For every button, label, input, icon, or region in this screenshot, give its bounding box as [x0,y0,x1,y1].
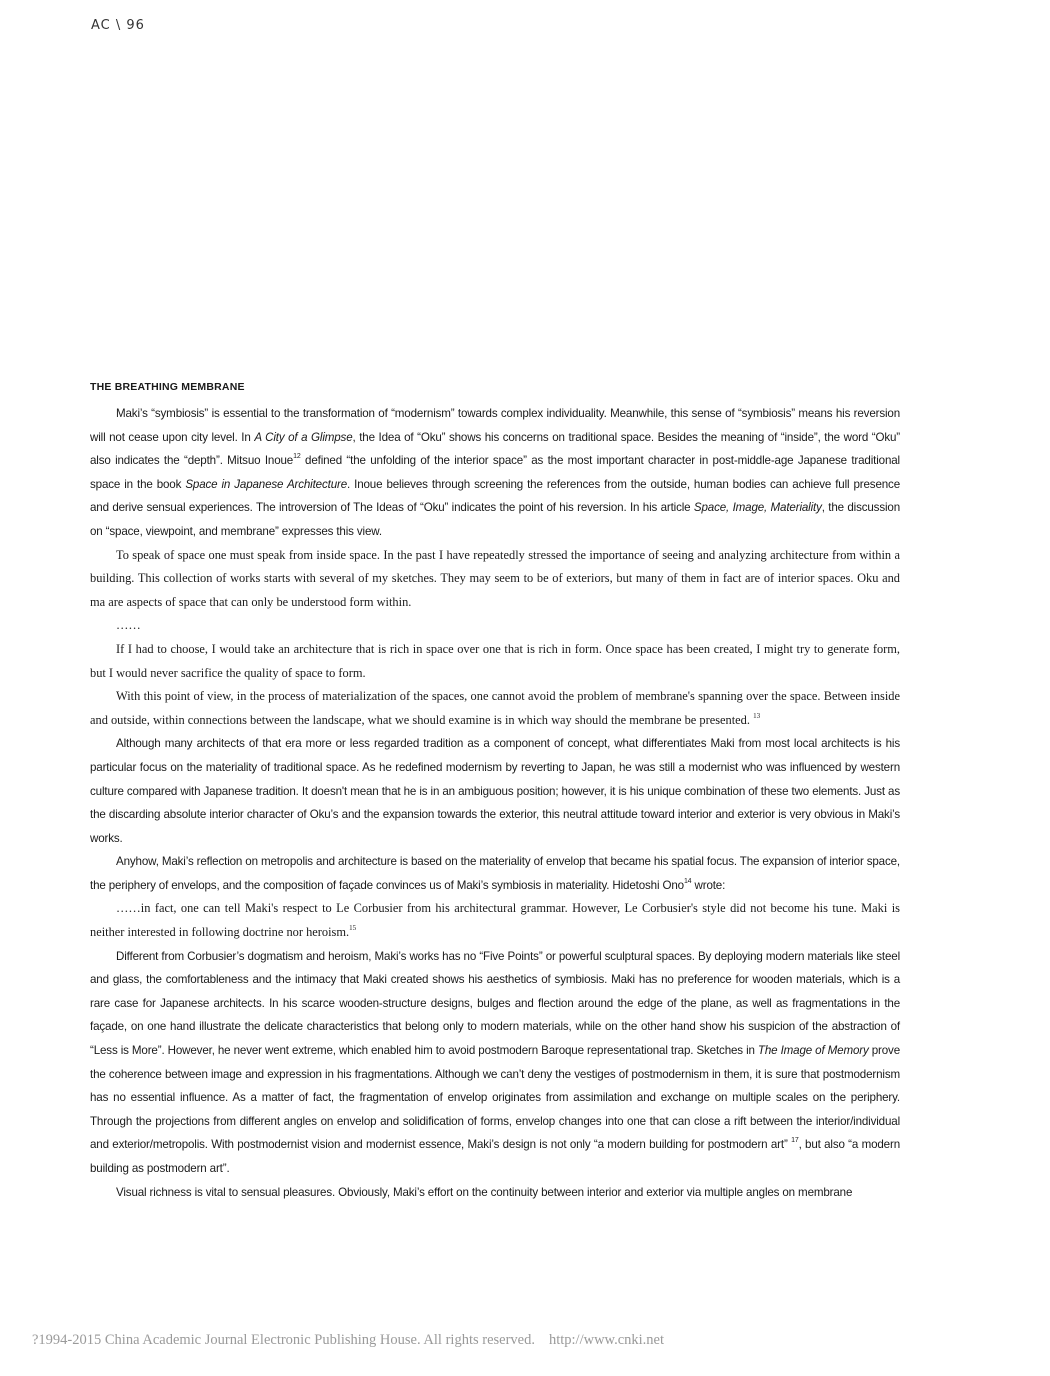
book-title-space-in-japanese-architecture: Space in Japanese Architecture [185,477,348,491]
book-title-city-of-a-glimpse: A City of a Glimpse [254,430,353,444]
page-number-header: AC \ 96 [91,18,145,33]
paragraph-materiality: Although many architects of that era more or less regarded tradition as a component of concept, what differentiates Maki from most local architects is his particular focus on the materiality of traditional space. As he redefined modernism by reverting to Japan, he was still a modernist who was influenced by western culture compared with Japanese tradition. It doesn't mean that he is in an ambiguous position; however, it is his unique combination of these two elements. Just as the discarding absolute interior character of Oku’s and the expansion towards the exterior, this neutral attitude toward interior and exterior is very obvious in Maki’s works. [90,737,900,845]
footnote-14: 14 [683,877,692,885]
footnote-13: 13 [753,711,761,720]
copyright-text: ?1994-2015 China Academic Journal Electronic Publishing House. All rights reserved. [32,1332,535,1348]
quote-ellipsis: …… [116,618,141,633]
footnote-15: 15 [349,924,357,933]
footer-url: http://www.cnki.net [548,1332,665,1348]
section-title: THE BREATHING MEMBRANE [90,381,245,393]
paragraph-metropolis: Anyhow, Maki’s reflection on metropolis and architecture is based on the materiality of envelop that became his spatial focus. The expansion of interior space, the periphery of envelops, and the composition of façade convinces us of Maki’s symbiosis in materiality. Hidetoshi Ono$^{14}$ wrote: [90,855,900,892]
article-title-space-image-materiality: Space, Image, Materiality [693,501,822,515]
quote-inside-space: To speak of space one must speak from inside space. In the past I have repeatedly stressed the importance of seeing and analyzing architecture from within a building. This collection of works starts with several of my sketches. They may seem to be of exteriors, but many of them in fact are of interior spaces. Oku and ma are aspects of space that can only be understood form within. [90,547,900,609]
article-body [90,380,900,1204]
footnote-12: 12 [293,453,301,461]
paragraph-symbiosis: Maki’s “symbiosis” is essential to the transformation of “modernism” towards complex individuality. Meanwhile, this sense of “symbiosis” means his reversion will not cease upon city level. In A City of a Glimpse, the Idea of “Oku” shows his concerns on traditional space. Besides the meaning of “inside”, the word “Oku” also indicates the “depth”. Mitsuo Inoue$^{12}$ defined “the unfolding of the interior space” as the most important character in post-middle-age Japanese traditional space in the book Space in Japanese Architecture. Inoue believes through screening the references from the outside, human bodies can achieve full presence and derive sensual experiences. The introversion of The Ideas of “Oku” indicates the point of his reversion. In his article Space, Image, Materiality, the discussion on “space, viewpoint, and membrane” expresses this view. [90,407,900,538]
book-title-image-of-memory: The Image of Memory [757,1044,869,1058]
quote-ono: ……in fact, one can tell Maki's respect to Le Corbusier from his architectural grammar. However, Le Corbusier's style did not become his tune. Maki is neither interested in following doctrine nor heroism.$^{15}$ [90,901,900,940]
paragraph-corbusier: Different from Corbusier’s dogmatism and heroism, Maki’s works has no “Five Points” or powerful sculptural spaces. By deploying modern materials like steel and glass, the comfortableness and the intimacy that Maki created shows his aesthetics of symbiosis. Maki has no preference for wooden materials, which is a rare case for Japanese architects. In his scarce wooden-structure designs, bulges and flection around the edge of the plane, as well as fragmentations in the façade, on one hand illustrate the delicate characteristics that belong only to modern materials, while on the other hand show his suspicion of the abstraction of “Less is More”. However, he never went extreme, which enabled him to avoid postmodern Baroque representational trap. Sketches in The Image of Memory prove the coherence between image and expression in his fragmentations. Although we can’t deny the vestiges of postmodernism in them, it is sure that postmodernism has no essential influence. As a matter of fact, the fragmentation of envelop originates from assimilation and exchange on multiple scales on the periphery. Through the projections from different angles on envelop and solidification of forms, envelop changes into one that can close a rift between the interior/individual and exterior/metropolis. With postmodernist vision and modernist essence, Maki’s design is not only “a modern building for postmodern art” $^{17}$, but also “a modern building as postmodern art”. [90,949,900,1175]
paragraph-visual-richness: Visual richness is vital to sensual pleasures. Obviously, Maki’s effort on the continuity between interior and exterior via multiple angles on membrane [116,1185,853,1199]
copyright-footer [32,1332,664,1349]
quote-membrane: With this point of view, in the process of materialization of the spaces, one cannot avoid the problem of membrane's spanning over the space. Between inside and outside, within connections between the landscape, what we should examine is in which way should the membrane be presented. $^{13}$ [90,689,900,727]
quote-rich-in-space: If I had to choose, I would take an architecture that is rich in space over one that is rich in form. Once space has been created, I might try to generate form, but I would never sacrifice the quality of space to form. [90,641,900,680]
footnote-17: 17 [791,1137,799,1145]
